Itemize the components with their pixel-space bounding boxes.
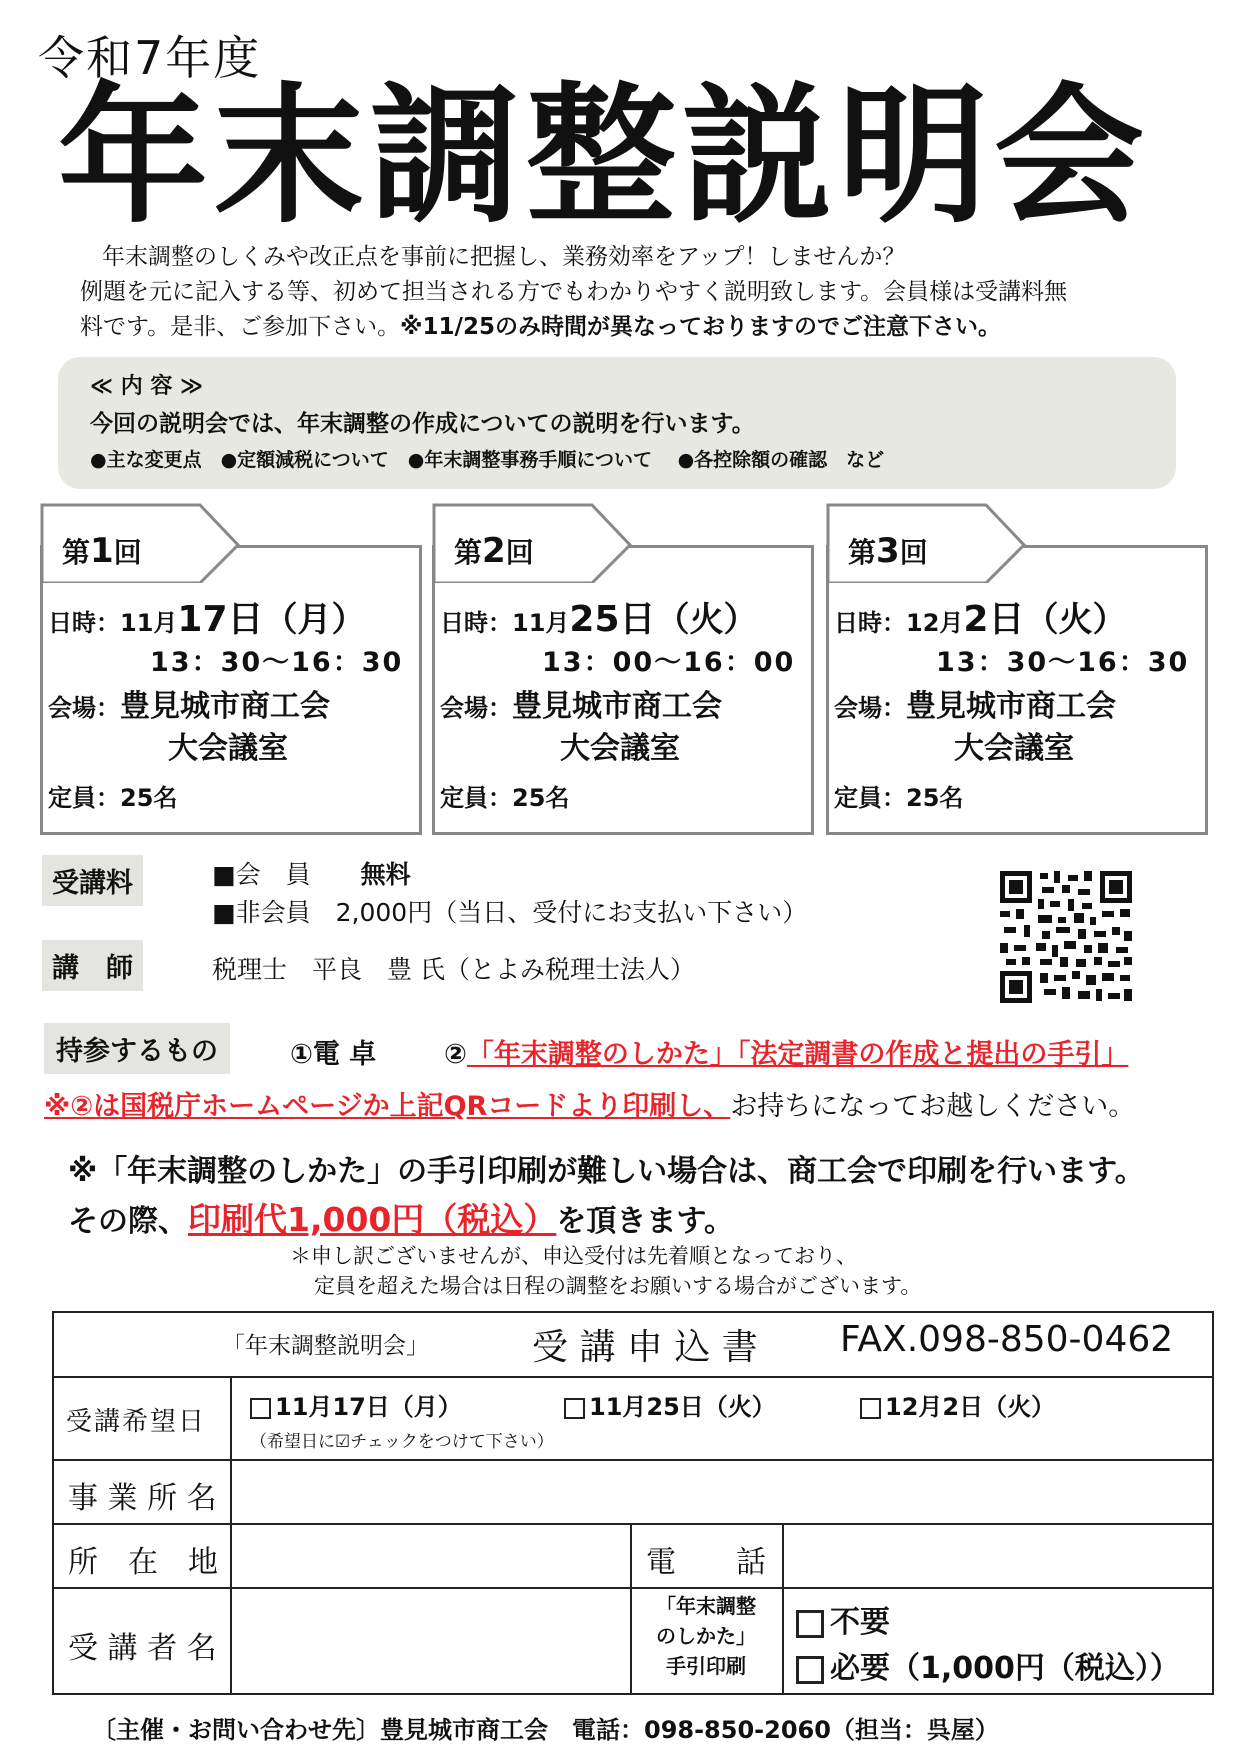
intro-line: 料です。是非、ご参加下さい。※11/25のみ時間が異なっておりますのでご注意下さい。 <box>80 314 1001 340</box>
bring-item-1: ①電 卓 <box>290 1039 377 1070</box>
fee-member: ■会 員 無料 <box>212 860 411 889</box>
form-attendee-label: 受 講 者 名 <box>68 1631 217 1666</box>
bring-label: 持参するもの <box>44 1023 230 1074</box>
content-points: ●主な変更点 ●定額減税について ●年末調整事務手順について ●各控除額の確認 など <box>90 449 885 471</box>
attendee-name-field[interactable] <box>250 1595 620 1685</box>
application-form <box>52 1311 1214 1695</box>
form-office-label: 事 業 所 名 <box>68 1481 217 1516</box>
session-venue: 会場：豊見城市商工会 <box>440 689 722 724</box>
session-room: 大会議室 <box>168 731 288 766</box>
date-option-1[interactable]: 11月17日（月） <box>250 1387 462 1422</box>
session-number: 第1回 <box>62 531 142 571</box>
checkbox-icon[interactable] <box>250 1398 271 1419</box>
form-phone-label: 電 話 <box>646 1545 766 1580</box>
form-event: 「年末調整説明会」 <box>222 1333 429 1359</box>
session-capacity: 定員：25名 <box>440 784 570 812</box>
session-date: 日時：11月17日（月） <box>48 599 366 640</box>
session-card-1 <box>40 503 422 833</box>
guide-option-yes[interactable]: 必要（1,000円（税込）） <box>796 1643 1180 1687</box>
year-label: 令和7年度 <box>38 31 262 85</box>
form-guide-label: 「年末調整 のしかた」 手引印刷 <box>656 1594 756 1678</box>
session-venue: 会場：豊見城市商工会 <box>48 689 330 724</box>
qr-code-icon <box>998 869 1134 1005</box>
address-field[interactable] <box>250 1529 620 1581</box>
apology-line2: 定員を超えた場合は日程の調整をお願いする場合がございます。 <box>314 1274 922 1298</box>
session-time: 13：00〜16：00 <box>542 647 796 678</box>
session-room: 大会議室 <box>954 731 1074 766</box>
date-option-3[interactable]: 12月2日（火） <box>860 1387 1055 1422</box>
form-address-label: 所 在 地 <box>68 1545 218 1580</box>
intro-line: 例題を元に記入する等、初めて担当される方でもわかりやすく説明致します。会員様は受講料無 <box>80 279 1068 305</box>
intro-text <box>80 240 1120 345</box>
print-note-line2: その際、印刷代1,000円（税込）を頂きます。 <box>68 1200 734 1239</box>
session-time: 13：30〜16：30 <box>150 647 404 678</box>
checkbox-icon[interactable] <box>860 1398 881 1419</box>
bring-note: ※②は国税庁ホームページか上記QRコードより印刷し、お持ちになってお越しください。 <box>44 1091 1136 1122</box>
form-fax: FAX.098-850-0462 <box>840 1319 1174 1360</box>
form-title: 受 講 申 込 書 <box>532 1327 758 1368</box>
instructor-name: 税理士 平良 豊 氏（とよみ税理士法人） <box>212 955 695 984</box>
form-date-label: 受講希望日 <box>66 1407 207 1437</box>
session-venue: 会場：豊見城市商工会 <box>834 689 1116 724</box>
footer-contact: 〔主催・お問い合わせ先〕豊見城市商工会 電話：098-850-2060（担当：呉屋） <box>92 1716 999 1744</box>
page-title: 年末調整説明会 <box>58 70 1151 244</box>
print-note-line1: ※「年末調整のしかた」の手引印刷が難しい場合は、商工会で印刷を行います。 <box>68 1154 1145 1189</box>
session-time: 13：30〜16：30 <box>936 647 1190 678</box>
content-heading: ≪ 内 容 ≫ <box>90 374 204 399</box>
content-description: 今回の説明会では、年末調整の作成についての説明を行います。 <box>90 411 755 437</box>
intro-line: 年末調整のしくみや改正点を事前に把握し、業務効率をアップ！しませんか？ <box>102 244 906 270</box>
date-option-2[interactable]: 11月25日（火） <box>564 1387 776 1422</box>
session-date: 日時：11月25日（火） <box>440 599 758 640</box>
session-capacity: 定員：25名 <box>48 784 178 812</box>
content-box <box>58 357 1176 489</box>
checkbox-icon[interactable] <box>796 1610 824 1638</box>
session-capacity: 定員：25名 <box>834 784 964 812</box>
checkbox-icon[interactable] <box>564 1398 585 1419</box>
session-card-3 <box>826 503 1208 833</box>
instructor-label: 講 師 <box>42 940 143 991</box>
phone-field[interactable] <box>794 1529 1202 1581</box>
fee-label: 受講料 <box>42 855 143 906</box>
checkbox-icon[interactable] <box>796 1656 824 1684</box>
guide-option-no[interactable]: 不要 <box>796 1597 890 1641</box>
apology-line1: ＊申し訳ございませんが、申込受付は先着順となっており、 <box>290 1244 857 1268</box>
session-number: 第2回 <box>454 531 534 571</box>
session-room: 大会議室 <box>560 731 680 766</box>
session-card-2 <box>432 503 814 833</box>
session-date: 日時：12月2日（火） <box>834 599 1127 640</box>
office-name-field[interactable] <box>250 1465 1200 1517</box>
session-number: 第3回 <box>848 531 928 571</box>
form-date-hint: （希望日に☑チェックをつけて下さい） <box>250 1432 554 1452</box>
bring-item-2: ②「年末調整のしかた」「法定調書の作成と提出の手引」 <box>444 1039 1129 1070</box>
fee-nonmember: ■非会員 2,000円（当日、受付にお支払い下さい） <box>212 898 808 927</box>
